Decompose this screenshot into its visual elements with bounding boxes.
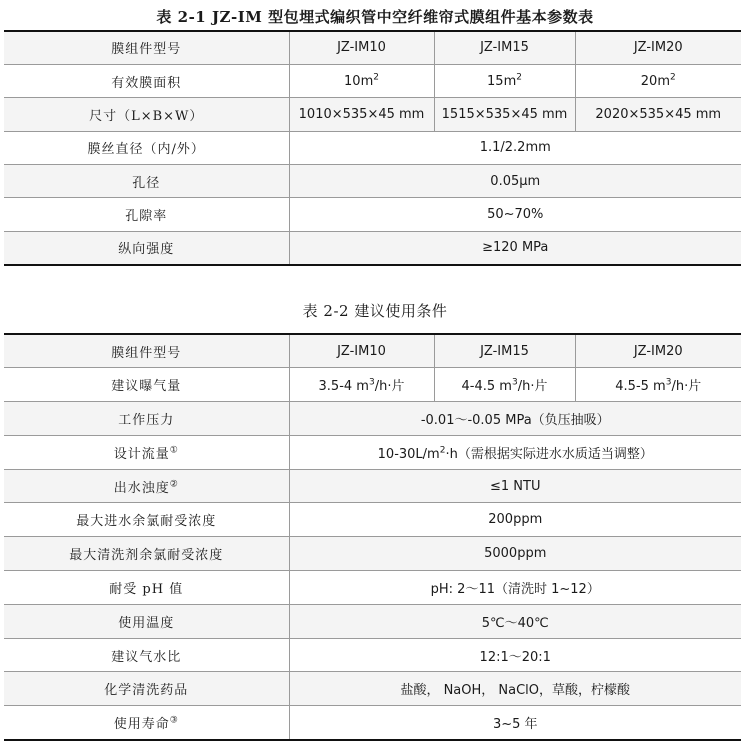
table2-caption: 表 2-2 建议使用条件 bbox=[302, 302, 448, 320]
table-row bbox=[4, 537, 741, 571]
row-label-size: 尺寸（L×B×W） bbox=[4, 98, 289, 131]
table-row bbox=[4, 604, 741, 638]
strength-value: ≥120 MPa bbox=[289, 231, 741, 264]
table-row bbox=[4, 435, 741, 469]
model-jz-im20: JZ-IM20 bbox=[575, 334, 741, 368]
row-label-lifetime: 使用寿命③ bbox=[4, 706, 289, 740]
row-label-chlorine-in: 最大进水余氯耐受浓度 bbox=[4, 503, 289, 537]
row-label-temperature: 使用温度 bbox=[4, 604, 289, 638]
footnote-mark: ③ bbox=[169, 715, 179, 726]
model-jz-im10: JZ-IM10 bbox=[289, 31, 434, 64]
table-row bbox=[4, 231, 741, 264]
table-row bbox=[4, 334, 741, 368]
model-jz-im15: JZ-IM15 bbox=[434, 31, 575, 64]
row-label-chlorine-clean: 最大清洗剂余氯耐受浓度 bbox=[4, 537, 289, 571]
table-row bbox=[4, 571, 741, 605]
table-row bbox=[4, 402, 741, 436]
model-jz-im15: JZ-IM15 bbox=[434, 334, 575, 368]
table-row bbox=[4, 131, 741, 164]
table-row bbox=[4, 64, 741, 97]
size-value: 1010×535×45 mm bbox=[289, 98, 434, 131]
row-label-flux: 设计流量① bbox=[4, 435, 289, 469]
aeration-value: 3.5-4 $m^3/h\cdot$片 bbox=[289, 368, 434, 402]
membrane-parameter-table bbox=[4, 30, 741, 266]
chlorine-in-value: 200ppm bbox=[289, 503, 741, 537]
table-row bbox=[4, 368, 741, 402]
chlorine-clean-value: 5000ppm bbox=[289, 537, 741, 571]
footnote-mark: ① bbox=[169, 445, 179, 456]
table1-caption: 表 2-1 JZ-IM 型包埋式编织管中空纤维帘式膜组件基本参数表 bbox=[156, 8, 594, 26]
lifetime-value: 3~5 年 bbox=[289, 706, 741, 740]
footnote-mark: ② bbox=[169, 479, 179, 490]
aeration-value: 4-4.5 $m^3/h\cdot$片 bbox=[434, 368, 575, 402]
table-row bbox=[4, 198, 741, 231]
temperature-value: 5℃～40℃ bbox=[289, 604, 741, 638]
area-value: $15m^2$ bbox=[434, 64, 575, 97]
row-label-aeration: 建议曝气量 bbox=[4, 368, 289, 402]
table-row bbox=[4, 638, 741, 672]
size-value: 1515×535×45 mm bbox=[434, 98, 575, 131]
row-label-model: 膜组件型号 bbox=[4, 334, 289, 368]
row-label-strength: 纵向强度 bbox=[4, 231, 289, 264]
row-label-turbidity: 出水浊度② bbox=[4, 469, 289, 503]
turbidity-value: ≤1 NTU bbox=[289, 469, 741, 503]
aeration-value: 4.5-5 $m^3/h\cdot$片 bbox=[575, 368, 741, 402]
row-label-fiber-diameter: 膜丝直径（内/外） bbox=[4, 131, 289, 164]
fiber-diameter-value: 1.1/2.2mm bbox=[289, 131, 741, 164]
row-label-ph: 耐受 pH 值 bbox=[4, 571, 289, 605]
row-label-porosity: 孔隙率 bbox=[4, 198, 289, 231]
ph-value: pH: 2～11（清洗时 1~12） bbox=[289, 571, 741, 605]
table-row bbox=[4, 98, 741, 131]
table-row bbox=[4, 469, 741, 503]
table-row bbox=[4, 672, 741, 706]
usage-conditions-table bbox=[4, 333, 741, 741]
size-value: 2020×535×45 mm bbox=[575, 98, 741, 131]
model-jz-im10: JZ-IM10 bbox=[289, 334, 434, 368]
table-row bbox=[4, 165, 741, 198]
row-label-chemicals: 化学清洗药品 bbox=[4, 672, 289, 706]
row-label-air-water: 建议气水比 bbox=[4, 638, 289, 672]
row-label-pressure: 工作压力 bbox=[4, 402, 289, 436]
chemicals-value: 盐酸， NaOH， NaClO，草酸，柠檬酸 bbox=[289, 672, 741, 706]
table-row bbox=[4, 31, 741, 64]
model-jz-im20: JZ-IM20 bbox=[575, 31, 741, 64]
air-water-value: 12:1～20:1 bbox=[289, 638, 741, 672]
pressure-value: -0.01～-0.05 MPa（负压抽吸） bbox=[289, 402, 741, 436]
table-row bbox=[4, 706, 741, 740]
porosity-value: 50~70% bbox=[289, 198, 741, 231]
row-label-area: 有效膜面积 bbox=[4, 64, 289, 97]
row-label-pore-size: 孔径 bbox=[4, 165, 289, 198]
area-value: $20m^2$ bbox=[575, 64, 741, 97]
pore-size-value: 0.05μm bbox=[289, 165, 741, 198]
area-value: $10m^2$ bbox=[289, 64, 434, 97]
flux-value: $10-30L/m^2\cdot h$（需根据实际进水水质适当调整） bbox=[289, 435, 741, 469]
row-label-model: 膜组件型号 bbox=[4, 31, 289, 64]
table-row bbox=[4, 503, 741, 537]
